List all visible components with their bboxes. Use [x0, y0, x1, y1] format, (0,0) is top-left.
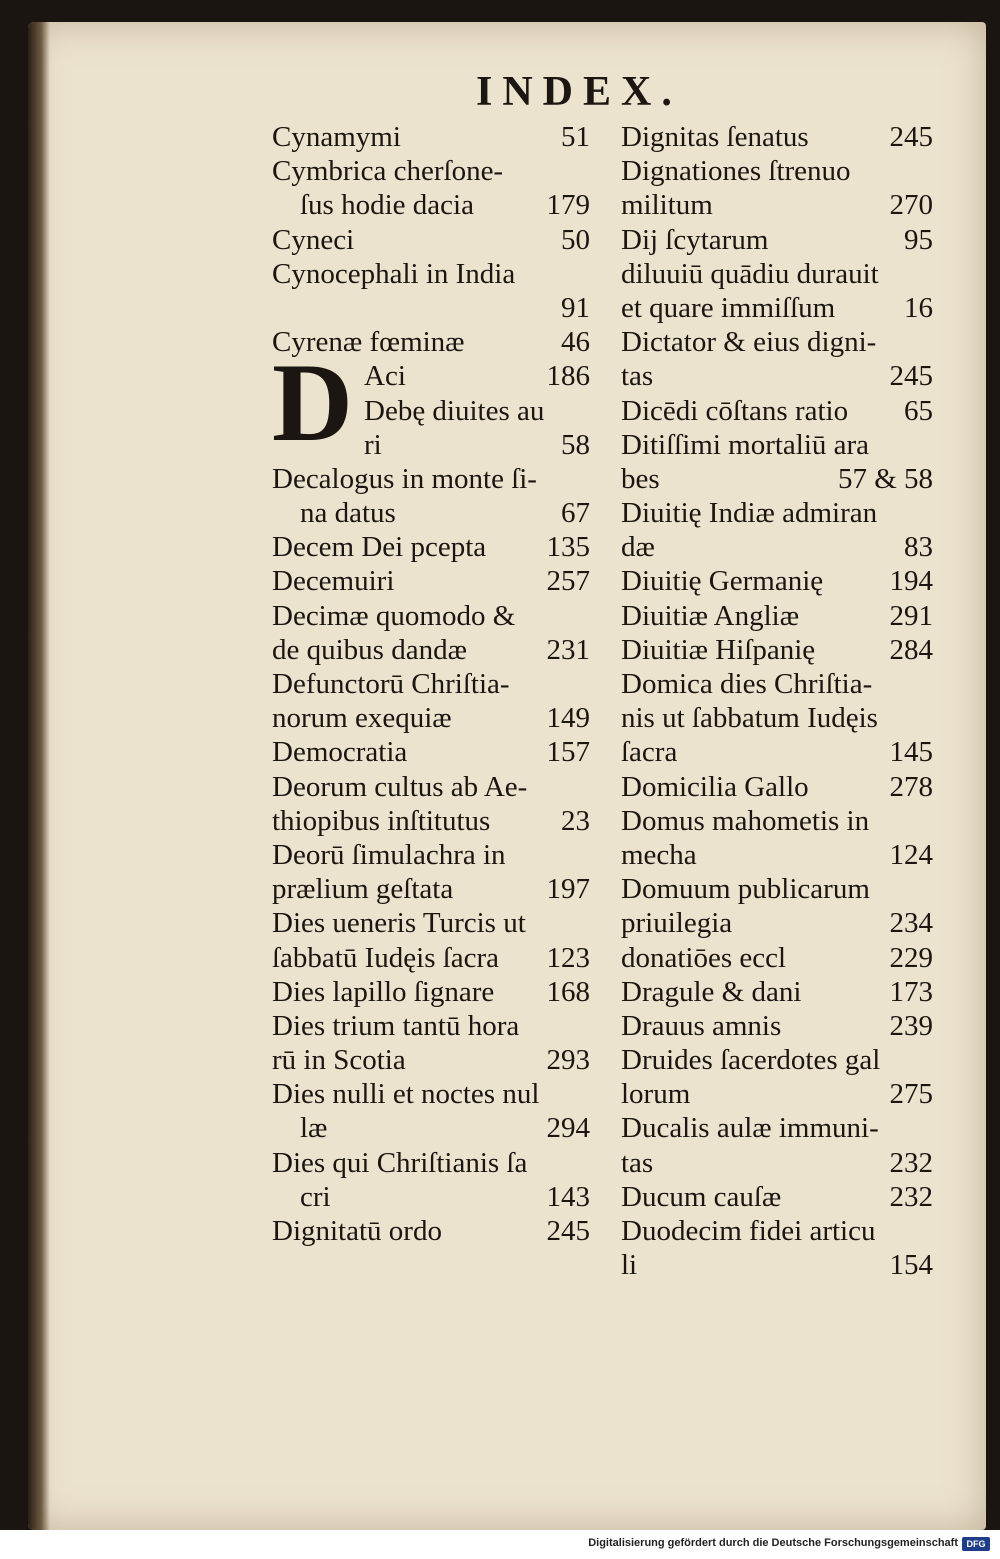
index-entry: [621, 462, 933, 496]
entry-term: Debę diuites au: [364, 394, 545, 427]
entry-page-number: 154: [889, 1249, 933, 1282]
entry-term: Ducalis aulæ immuni-: [621, 1112, 879, 1145]
index-entry: [621, 667, 933, 701]
entry-page-number: 284: [889, 633, 933, 666]
entry-term: Deorum cultus ab Ae-: [272, 770, 528, 803]
index-entry: [621, 223, 933, 257]
index-entry: [272, 667, 590, 701]
entry-term: Domica dies Chriſtia-: [621, 668, 873, 700]
entry-page-number: 124: [889, 838, 933, 871]
page-header: INDEX.: [476, 69, 682, 115]
index-entry: [272, 428, 590, 462]
entry-term: Dies lapillo ſignare: [272, 975, 495, 1008]
entry-term: Dictator & eius digni-: [621, 326, 877, 359]
footer-bar: [0, 1530, 1000, 1559]
entry-term: Diuitię Germanię: [621, 565, 824, 598]
index-entry: [621, 564, 933, 598]
entry-term: Cyrenæ fœminæ: [272, 326, 465, 359]
index-entry: [621, 701, 933, 735]
index-entry: [272, 633, 590, 667]
entry-page-number: 173: [889, 975, 933, 1008]
index-entry: [621, 804, 933, 838]
entry-page-number: 168: [546, 975, 590, 1008]
entry-term: Aci: [364, 360, 406, 393]
index-entry: [621, 975, 933, 1009]
entry-page-number: 186: [546, 360, 590, 393]
entry-term: Democratia: [272, 736, 408, 769]
entry-page-number: 95: [904, 223, 933, 256]
entry-term: na datus: [300, 497, 396, 530]
index-entry: [272, 1043, 590, 1077]
page-gutter: [28, 22, 50, 1530]
entry-term: Duodecim fidei articu: [621, 1215, 876, 1247]
entry-term: Deorū ſimulachra in: [272, 838, 506, 871]
index-entry: [272, 325, 590, 359]
entry-page-number: 232: [889, 1146, 933, 1179]
index-entry: [272, 462, 590, 496]
index-entry: [272, 975, 590, 1009]
index-entry: [621, 257, 933, 291]
entry-term: ri: [364, 428, 382, 461]
entry-page-number: 275: [889, 1078, 933, 1111]
index-entry: [272, 257, 590, 291]
entry-page-number: 23: [561, 804, 590, 837]
entry-term: lorum: [621, 1078, 691, 1111]
index-entry: [621, 188, 933, 222]
entry-term: Cynocephali in India: [272, 257, 516, 290]
index-entry: [272, 1180, 590, 1214]
entry-term: tas: [621, 1146, 654, 1179]
entry-term: Dignitatū ordo: [272, 1215, 442, 1247]
entry-term: Decem Dei pcepta: [272, 531, 487, 564]
index-entry: [272, 394, 590, 428]
entry-page-number: 197: [546, 873, 590, 906]
entry-page-number: 245: [546, 1215, 590, 1247]
entry-page-number: 257: [546, 565, 590, 598]
footer-credit: Digitalisierung gefördert durch die Deutsche Forschungsgemeinschaft: [588, 1537, 958, 1549]
entry-page-number: 123: [546, 941, 590, 974]
entry-term: priuilegia: [621, 907, 733, 940]
index-entry: [272, 359, 590, 393]
entry-page-number: 149: [546, 702, 590, 735]
entry-page-number: 232: [889, 1180, 933, 1213]
index-entry: [621, 1111, 933, 1145]
entry-page-number: 57 & 58: [837, 462, 933, 495]
entry-page-number: 234: [889, 907, 933, 940]
entry-page-number: 157: [546, 736, 590, 769]
entry-term: nis ut ſabbatum Iudęis: [621, 702, 878, 735]
index-entry: [272, 496, 590, 530]
index-column-left: [272, 120, 590, 1248]
entry-term: Domus mahometis in: [621, 804, 870, 837]
entry-page-number: 229: [889, 941, 933, 974]
index-entry: [272, 1146, 590, 1180]
index-column-right: [621, 120, 933, 1282]
entry-term: thiopibus inſtitutus: [272, 804, 491, 837]
index-entry: [621, 1043, 933, 1077]
entry-page-number: 239: [889, 1009, 933, 1042]
entry-term: dæ: [621, 531, 655, 564]
index-entry: [621, 735, 933, 769]
index-entry: [621, 496, 933, 530]
entry-term: et quare immiſſum: [621, 291, 836, 324]
index-entry: [272, 735, 590, 769]
entry-term: Diuitiæ Angliæ: [621, 599, 800, 632]
entry-term: Dies trium tantū hora: [272, 1009, 520, 1042]
entry-page-number: 278: [889, 770, 933, 803]
index-entry: [621, 1009, 933, 1043]
index-entry: [272, 223, 590, 257]
entry-term: Druides ſacerdotes gal: [621, 1044, 881, 1077]
entry-term: Domicilia Gallo: [621, 770, 809, 803]
index-entry: [272, 154, 590, 188]
entry-page-number: 294: [546, 1112, 590, 1145]
entry-page-number: 83: [904, 531, 933, 564]
index-entry: [621, 1214, 933, 1248]
index-entry: [272, 120, 590, 154]
entry-page-number: 67: [561, 497, 590, 530]
index-entry: [272, 701, 590, 735]
entry-term: de quibus dandæ: [272, 633, 467, 666]
entry-term: cri: [300, 1180, 331, 1213]
index-entry: [272, 906, 590, 940]
index-entry: [621, 633, 933, 667]
entry-page-number: 91: [561, 291, 590, 324]
entry-term: Dij ſcytarum: [621, 223, 769, 256]
entry-term: Diuitiæ Hiſpanię: [621, 633, 816, 666]
index-entry: [621, 1146, 933, 1180]
entry-term: rū in Scotia: [272, 1044, 406, 1077]
entry-term: diluuiū quādiu durauit: [621, 257, 879, 290]
entry-term: Cynamymi: [272, 121, 401, 153]
index-entry: [621, 599, 933, 633]
entry-term: bes: [621, 462, 660, 495]
index-entry: [272, 1077, 590, 1111]
entry-term: Diuitię Indiæ admiran: [621, 497, 878, 530]
index-entry: [621, 428, 933, 462]
index-entry: [621, 1077, 933, 1111]
entry-page-number: 145: [889, 736, 933, 769]
entry-term: Dignationes ſtrenuo: [621, 155, 851, 188]
entry-term: Dies nulli et noctes nul: [272, 1078, 540, 1111]
index-entry: [621, 838, 933, 872]
entry-term: li: [621, 1249, 638, 1282]
entry-term: Dicēdi cōſtans ratio: [621, 394, 849, 427]
index-entry: [621, 530, 933, 564]
index-entry: [272, 941, 590, 975]
drop-cap: D: [272, 341, 353, 465]
entry-page-number: 143: [546, 1180, 590, 1213]
index-entry: [621, 770, 933, 804]
index-entry: [272, 1009, 590, 1043]
entry-page-number: 65: [904, 394, 933, 427]
entry-term: Domuum publicarum: [621, 873, 870, 906]
index-entry: [621, 941, 933, 975]
index-entry: [621, 291, 933, 325]
entry-page-number: 135: [546, 531, 590, 564]
entry-term: ſacra: [621, 736, 678, 769]
entry-term: Decalogus in monte ſi-: [272, 462, 537, 495]
entry-page-number: 46: [561, 326, 590, 359]
entry-page-number: 194: [889, 565, 933, 598]
entry-page-number: 245: [889, 360, 933, 393]
index-entry: [272, 291, 590, 325]
entry-page-number: 291: [889, 599, 933, 632]
entry-term: donatiōes eccl: [621, 941, 787, 974]
entry-term: Dragule & dani: [621, 975, 802, 1008]
index-entry: [621, 1180, 933, 1214]
entry-term: Cymbrica cherſone-: [272, 155, 504, 188]
entry-term: ſabbatū Iudęis ſacra: [272, 941, 500, 974]
entry-page-number: 51: [561, 121, 590, 153]
entry-term: Dies ueneris Turcis ut: [272, 907, 526, 940]
index-entry: [272, 838, 590, 872]
entry-term: Dignitas ſenatus: [621, 121, 809, 153]
index-entry: [621, 359, 933, 393]
entry-term: tas: [621, 360, 654, 393]
index-entry: [272, 804, 590, 838]
index-entry: [272, 530, 590, 564]
entry-page-number: 179: [546, 189, 590, 222]
index-entry: [621, 906, 933, 940]
dfg-logo: DFG: [962, 1537, 990, 1551]
entry-page-number: 293: [546, 1044, 590, 1077]
entry-page-number: 270: [889, 189, 933, 222]
entry-term: Dies qui Chriſtianis ſa: [272, 1146, 528, 1179]
entry-term: mecha: [621, 838, 697, 871]
entry-page-number: 16: [904, 291, 933, 324]
entry-term: læ: [300, 1112, 328, 1145]
index-entry: [621, 394, 933, 428]
index-entry: [621, 1248, 933, 1282]
index-entry: [272, 1111, 590, 1145]
index-entry: [272, 872, 590, 906]
entry-term: norum exequiæ: [272, 702, 452, 735]
entry-term: Drauus amnis: [621, 1009, 782, 1042]
entry-page-number: 58: [561, 428, 590, 461]
index-entry: [272, 599, 590, 633]
entry-page-number: 231: [546, 633, 590, 666]
index-entry: [621, 154, 933, 188]
entry-term: ſus hodie dacia: [300, 189, 474, 222]
index-entry: [621, 325, 933, 359]
entry-page-number: 50: [561, 223, 590, 256]
index-entry: [621, 120, 933, 154]
entry-term: prælium geſtata: [272, 873, 454, 906]
index-entry: [272, 564, 590, 598]
entry-term: Decimæ quomodo &: [272, 599, 516, 632]
entry-term: militum: [621, 189, 713, 222]
entry-page-number: 245: [889, 121, 933, 153]
entry-term: Cyneci: [272, 223, 355, 256]
index-entry: [621, 872, 933, 906]
index-entry: [272, 770, 590, 804]
index-entry: [272, 188, 590, 222]
entry-term: Ducum cauſæ: [621, 1180, 782, 1213]
entry-term: Decemuiri: [272, 565, 395, 598]
index-entry: [272, 1214, 590, 1248]
entry-term: Defunctorū Chriſtia-: [272, 668, 510, 700]
entry-term: Ditiſſimi mortaliū ara: [621, 428, 870, 461]
